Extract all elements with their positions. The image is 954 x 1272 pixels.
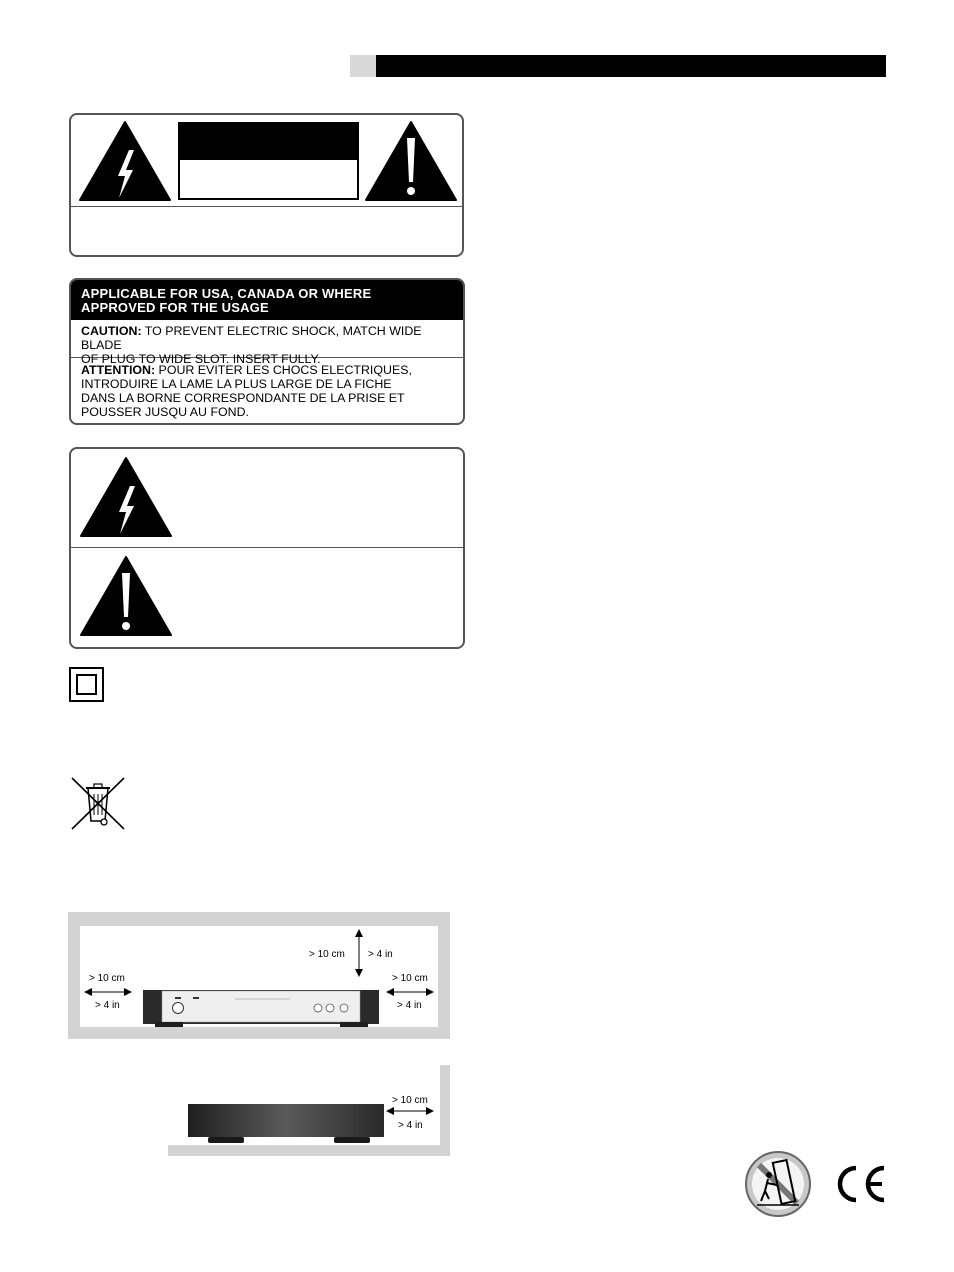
rear-wall	[440, 1065, 450, 1156]
notice-header	[71, 280, 463, 320]
ce-mark-icon	[834, 1164, 888, 1204]
lightning-triangle-icon	[78, 120, 172, 202]
exclamation-triangle-icon	[364, 120, 458, 202]
amplifier-front-illustration	[140, 988, 382, 1028]
right-clearance-in: > 4 in	[397, 1000, 422, 1011]
notice-header-line-2: APPROVED FOR THE USAGE	[81, 300, 269, 315]
rear-clearance-arrow	[386, 1105, 434, 1117]
right-clearance-cm: > 10 cm	[392, 973, 428, 984]
attention-section	[71, 358, 463, 419]
attention-text-1: POUR EVITER LES CHOCS ELECTRIQUES,	[155, 363, 412, 377]
divider	[69, 206, 464, 207]
top-clearance-in: > 4 in	[368, 949, 393, 960]
exclamation-triangle-icon	[79, 555, 173, 637]
amplifier-side-illustration	[186, 1102, 386, 1144]
left-clearance-arrow	[84, 986, 132, 998]
right-clearance-arrow	[386, 986, 434, 998]
caution-text-1: TO PREVENT ELECTRIC SHOCK, MATCH WIDE BLADE	[81, 324, 422, 352]
left-clearance-cm: > 10 cm	[89, 973, 125, 984]
crossed-bin-icon	[68, 775, 128, 831]
caution-label-bottom	[178, 160, 359, 200]
attention-text-4: POUSSER JUSQU AU FOND.	[81, 405, 249, 419]
caution-text-2: OF PLUG TO WIDE SLOT. INSERT FULLY.	[81, 352, 321, 366]
rear-clearance-cm: > 10 cm	[392, 1095, 428, 1106]
caution-label-top	[178, 122, 359, 160]
caution-section	[71, 320, 463, 366]
header-bar-tab	[350, 55, 376, 77]
lightning-triangle-icon	[79, 456, 173, 538]
top-clearance-arrow	[352, 929, 366, 977]
notice-header-line-1: APPLICABLE FOR USA, CANADA OR WHERE	[81, 286, 372, 301]
floor-surface	[168, 1145, 450, 1156]
attention-label: ATTENTION:	[81, 363, 156, 377]
header-bar	[376, 55, 886, 77]
double-insulation-inner	[76, 674, 97, 695]
rear-clearance-in: > 4 in	[398, 1120, 423, 1131]
left-clearance-in: > 4 in	[95, 1000, 120, 1011]
divider	[69, 547, 465, 548]
no-cart-icon	[743, 1149, 813, 1219]
top-clearance-cm: > 10 cm	[309, 949, 345, 960]
caution-label: CAUTION:	[81, 324, 142, 338]
plug-polarity-notice	[69, 278, 465, 425]
attention-text-2: INTRODUIRE LA LAME LA PLUS LARGE DE LA FICHE	[81, 377, 392, 391]
attention-text-3: DANS LA BORNE CORRESPONDANTE DE LA PRISE ET	[81, 391, 405, 405]
